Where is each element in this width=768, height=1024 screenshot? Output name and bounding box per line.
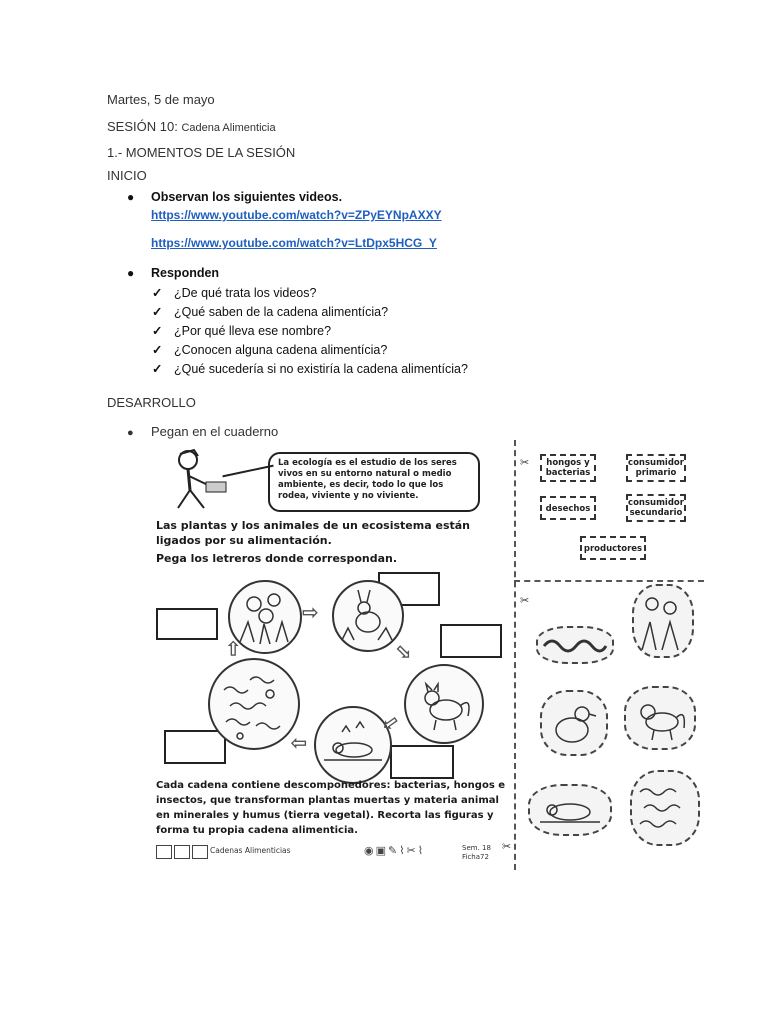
bullet-icon: ●	[127, 190, 135, 204]
question-item	[152, 342, 387, 357]
tag-desechos: desechos	[540, 496, 596, 520]
tag-productores: productores	[580, 536, 646, 560]
question-text: ¿Por qué lleva ese nombre?	[174, 324, 332, 338]
arrow-icon: ⇨	[290, 732, 307, 756]
bullet-icon: ●	[127, 266, 135, 280]
bullet-icon: ●	[127, 427, 134, 439]
worksheet-figure	[150, 440, 512, 870]
observe-item	[127, 190, 342, 204]
question-text: ¿Qué saben de la cadena alimentícia?	[174, 305, 389, 319]
decomposers-cutout	[630, 770, 700, 846]
question-item	[152, 285, 316, 300]
label-blank	[164, 730, 226, 764]
label-blank	[156, 608, 218, 640]
session-label: SESIÓN 10:	[107, 119, 178, 134]
check-icon: ✓	[152, 343, 163, 357]
speech-bubble: La ecología es el estudio de los seres vivos en su entorno natural o medio ambiente, es decir, todo lo que los rodea, viviente y no viviente.	[268, 452, 480, 512]
check-icon: ✓	[152, 286, 163, 300]
responden-text: Responden	[151, 266, 220, 280]
question-text: ¿Qué sucedería si no existiría la cadena alimentícia?	[174, 362, 468, 376]
arrow-icon: ⇨	[220, 639, 245, 657]
worksheet-small-icons	[156, 844, 208, 863]
date-text: Martes, 5 de mayo	[107, 92, 215, 107]
arrow-icon: ⇨	[302, 600, 319, 624]
worksheet-heading: Las plantas y los animales de un ecosistema están ligados por su alimentación.	[156, 519, 470, 547]
tag-consumidor-secundario: consumidor secundario	[626, 494, 686, 522]
cut-line-horizontal	[514, 580, 704, 582]
decomposers-circle	[208, 658, 300, 750]
video-link-2[interactable]: https://www.youtube.com/watch?v=LtDpx5HCG_Y	[151, 236, 437, 250]
observe-text: Observan los siguientes videos.	[151, 190, 343, 204]
video-link-1[interactable]: https://www.youtube.com/watch?v=ZPyEYNpAXXY	[151, 208, 442, 222]
fox-circle	[404, 664, 484, 744]
question-item	[152, 361, 468, 376]
cut-line-vertical	[514, 440, 516, 870]
check-icon: ✓	[152, 305, 163, 319]
desarrollo-item	[127, 424, 278, 439]
question-item	[152, 323, 331, 338]
scissors-icon: ✂	[520, 595, 530, 607]
worksheet-bottom-label: Cadenas Alimenticias	[210, 846, 291, 855]
rabbit-circle	[332, 580, 404, 652]
chick-cutout	[540, 690, 608, 756]
check-icon: ✓	[152, 362, 163, 376]
tools-icons: ◉▣✎⌇✂⌇	[364, 844, 426, 857]
question-text: ¿Conocen alguna cadena alimentícia?	[174, 343, 388, 357]
sheet-label: Ficha72	[462, 853, 489, 861]
desarrollo-text: Pegan en el cuaderno	[151, 424, 279, 439]
scissors-icon: ✂	[520, 457, 530, 469]
bubble-tail	[222, 465, 273, 478]
inicio-heading: INICIO	[107, 168, 147, 183]
desarrollo-heading: DESARROLLO	[107, 395, 196, 410]
tag-consumidor-primario: consumidor primario	[626, 454, 686, 482]
worksheet-footer-text: Cada cadena contiene descomponedores: bacterias, hongos e insectos, que transforman plantas muertas y materia animal en minerales y humus (tierra vegetal). Recorta las figuras y forma tu propia cadena alimenticia.	[156, 780, 506, 836]
label-blank	[440, 624, 502, 658]
dead-animal-cutout	[528, 784, 612, 836]
dog-cutout	[624, 686, 696, 750]
label-blank	[390, 745, 454, 779]
worksheet-meta	[462, 844, 491, 862]
tag-hongos: hongos y bacterias	[540, 454, 596, 482]
arrow-icon: ⇨	[389, 637, 419, 667]
week-label: Sem. 18	[462, 844, 491, 852]
moments-heading: 1.- MOMENTOS DE LA SESIÓN	[107, 145, 296, 160]
session-title	[107, 119, 276, 134]
session-topic: Cadena Alimenticia	[181, 122, 276, 134]
character-illustration	[160, 446, 230, 516]
check-icon: ✓	[152, 324, 163, 338]
question-text: ¿De qué trata los videos?	[174, 286, 317, 300]
question-item	[152, 304, 388, 319]
worksheet-instruction: Pega los letreros donde correspondan.	[156, 552, 398, 565]
plants-cutout	[632, 584, 694, 658]
arrow-icon: ⇨	[376, 709, 405, 739]
worm-cutout	[536, 626, 614, 664]
scissors-icon: ✂	[502, 840, 512, 853]
responden-item	[127, 266, 219, 280]
